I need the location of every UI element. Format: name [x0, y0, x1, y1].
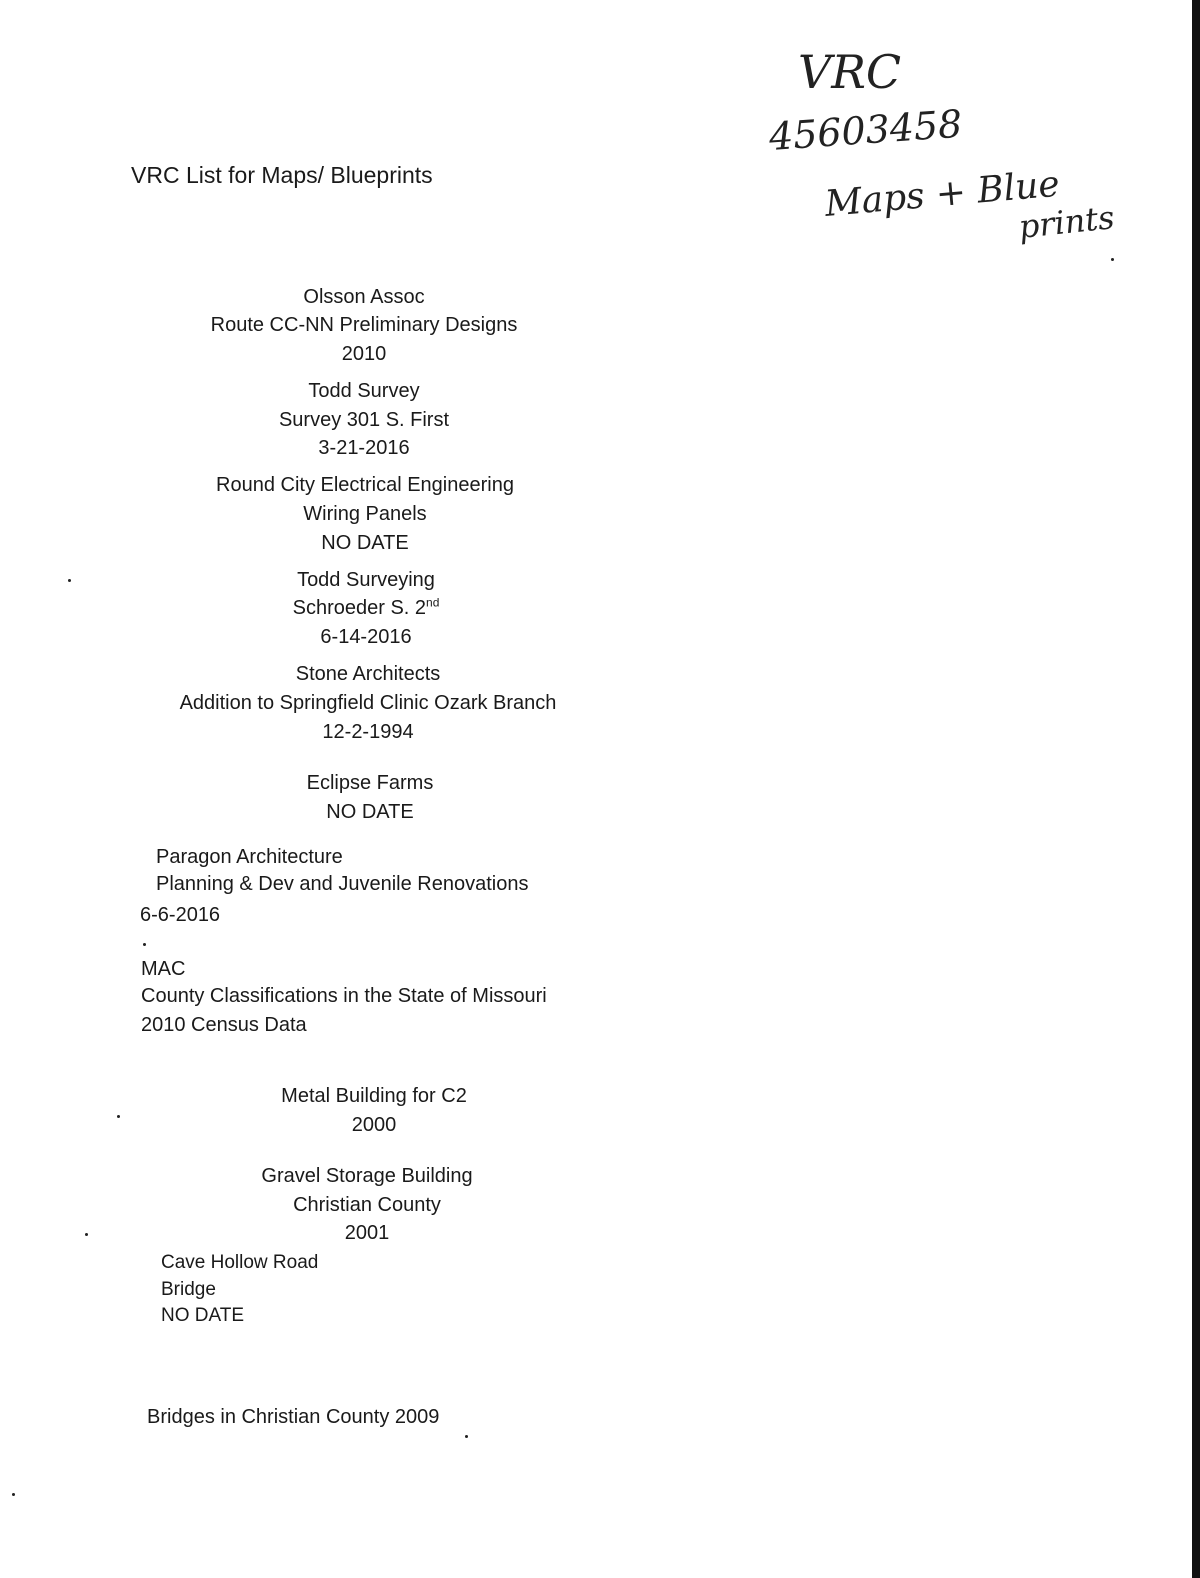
handwritten-line-3: Maps + Blue [823, 163, 1062, 225]
entry-4-description-text: Schroeder S. 2 [292, 597, 427, 619]
entry-7-description: Planning & Dev and Juvenile Renovations [156, 873, 529, 895]
entry-8-name: MAC [141, 958, 186, 980]
handwritten-note [740, 20, 1160, 260]
entry-3-name: Round City Electrical Engineering [216, 474, 514, 496]
entry-4-name: Todd Surveying [297, 569, 435, 591]
scan-speck [117, 1115, 120, 1118]
entry-2-name: Todd Survey [308, 380, 420, 402]
entry-8-date: 2010 Census Data [141, 1014, 307, 1036]
entry-4-description [293, 596, 440, 620]
scan-speck [12, 1493, 15, 1496]
entry-9-name: Metal Building for C2 [281, 1085, 467, 1107]
entry-7-name: Paragon Architecture [156, 846, 343, 868]
entry-9-date: 2000 [351, 1114, 397, 1136]
entry-2-description: Survey 301 S. First [278, 409, 450, 431]
handwritten-line-1: VRC [798, 45, 902, 99]
scan-speck [85, 1233, 88, 1236]
scan-speck [68, 579, 71, 582]
scan-speck [143, 943, 146, 946]
entry-6-date: NO DATE [326, 801, 414, 823]
entry-3-date: NO DATE [321, 532, 409, 554]
entry-5-date: 12-2-1994 [322, 721, 414, 743]
entry-10-description: Christian County [293, 1194, 441, 1216]
entry-4-date: 6-14-2016 [320, 626, 412, 648]
entry-10-date: 2001 [344, 1222, 390, 1244]
entry-11-name: Cave Hollow Road [161, 1252, 319, 1273]
entry-3-description: Wiring Panels [303, 503, 427, 525]
scan-speck [465, 1435, 468, 1438]
entry-8-description: County Classifications in the State of Missouri [141, 985, 547, 1007]
ordinal-suffix: nd [426, 595, 440, 610]
entry-1-date: 2010 [341, 343, 387, 365]
entry-11-date: NO DATE [161, 1305, 245, 1326]
handwritten-line-2: 45603458 [767, 101, 964, 159]
entry-5-description: Addition to Springfield Clinic Ozark Branch [179, 692, 557, 714]
entry-10-name: Gravel Storage Building [261, 1165, 473, 1187]
scan-speck [1111, 258, 1114, 261]
entry-5-name: Stone Architects [295, 663, 441, 685]
entry-1-description: Route CC-NN Preliminary Designs [210, 314, 518, 336]
scan-edge [1192, 0, 1200, 1578]
entry-2-date: 3-21-2016 [318, 437, 410, 459]
entry-6-name: Eclipse Farms [306, 772, 434, 794]
handwritten-line-4: prints [1016, 198, 1117, 246]
entry-12-name: Bridges in Christian County 2009 [147, 1406, 440, 1428]
entry-1-name: Olsson Assoc [303, 286, 425, 308]
entry-11-description: Bridge [161, 1279, 216, 1300]
document-title: VRC List for Maps/ Blueprints [131, 162, 433, 188]
entry-7-date: 6-6-2016 [140, 904, 221, 926]
